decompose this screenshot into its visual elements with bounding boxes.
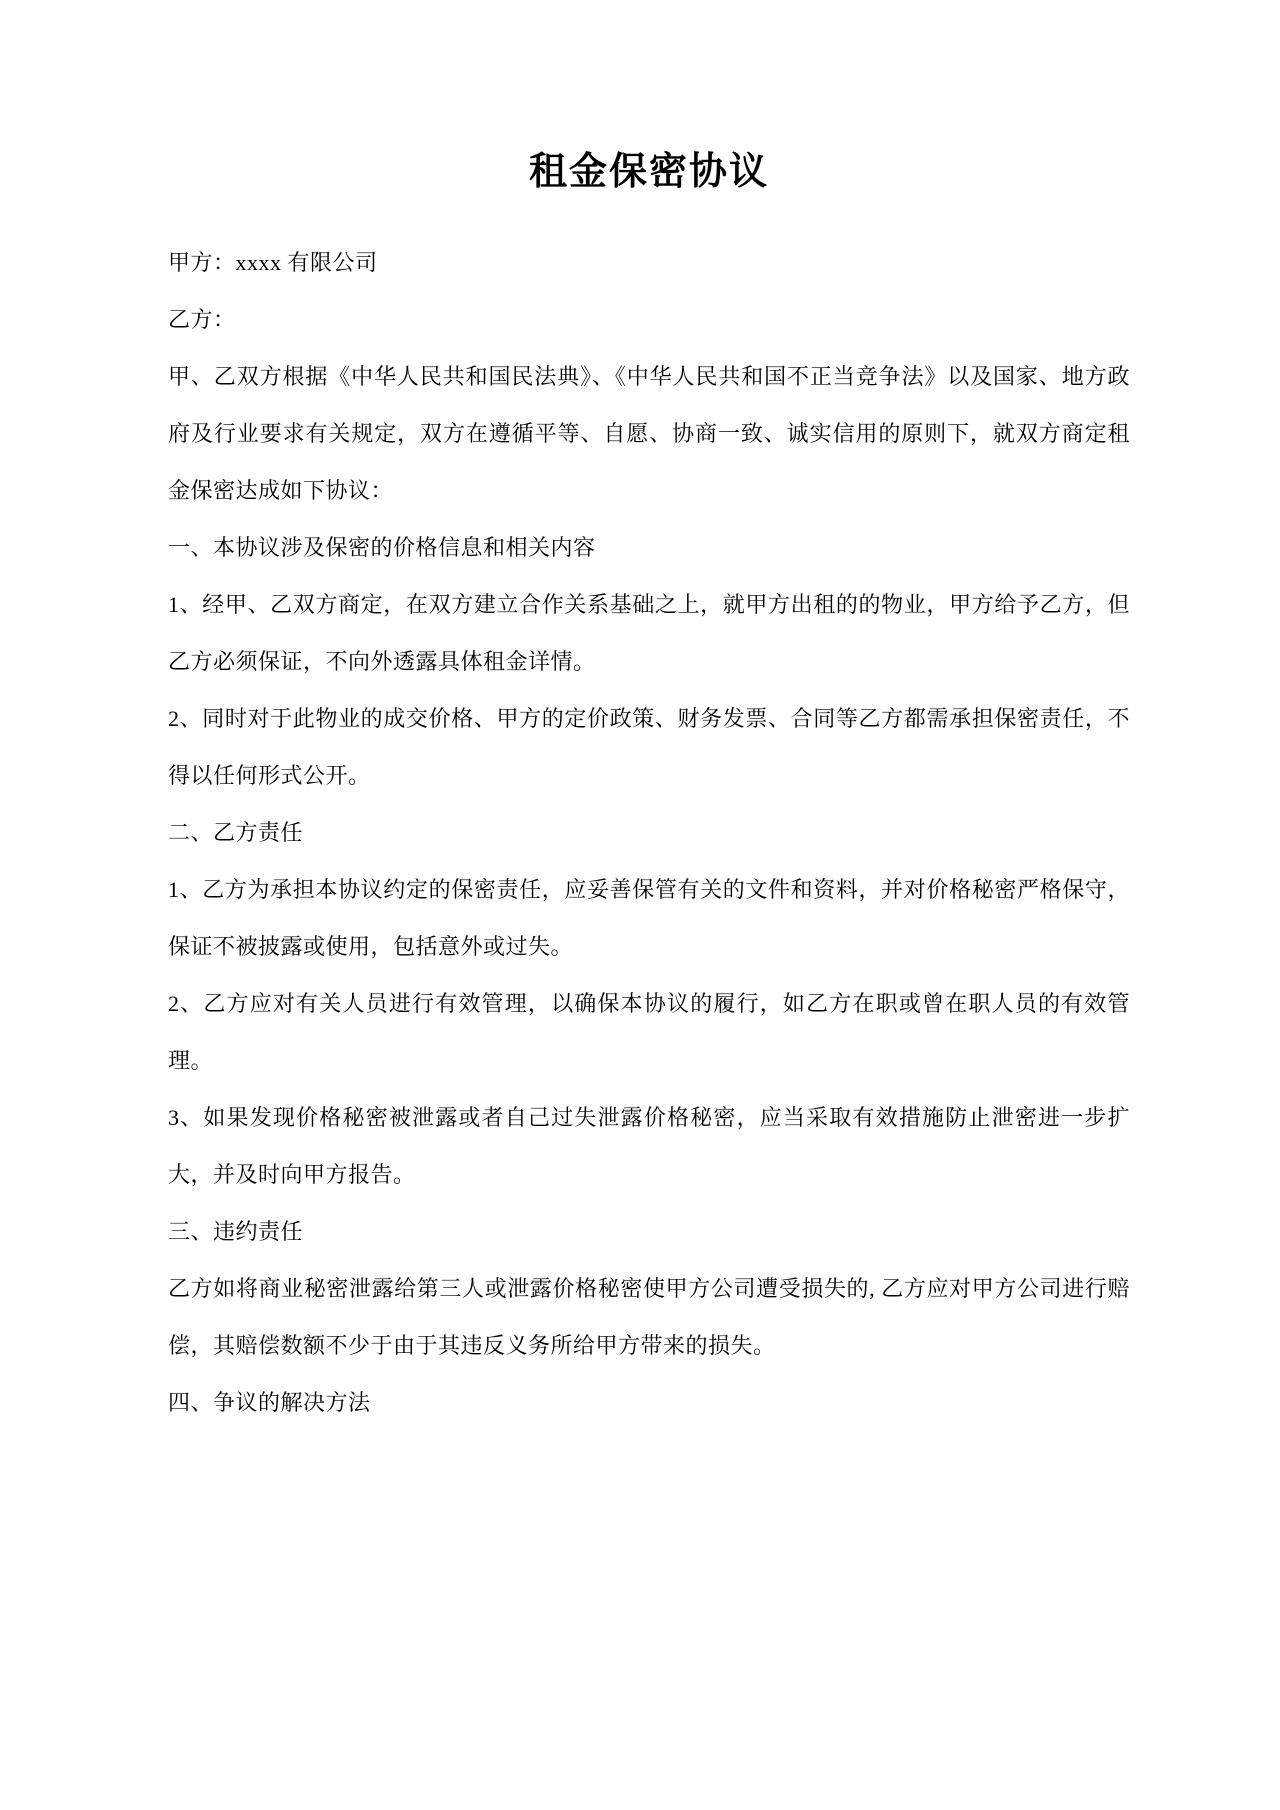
section-3-body: 乙方如将商业秘密泄露给第三人或泄露价格秘密使甲方公司遭受损失的, 乙方应对甲方公司进行赔偿，其赔偿数额不少于由于其违反义务所给甲方带来的损失。 bbox=[168, 1276, 1130, 1358]
section-4-heading: 四、争议的解决方法 bbox=[168, 1390, 371, 1415]
party-b-line: 乙方： bbox=[168, 307, 236, 332]
section-2-item-3: 3、如果发现价格秘密被泄露或者自己过失泄露价格秘密，应当采取有效措施防止泄密进一步扩大，并及时向甲方报告。 bbox=[168, 1105, 1130, 1187]
party-a-line: 甲方：xxxx 有限公司 bbox=[168, 250, 378, 275]
section-2-heading: 二、乙方责任 bbox=[168, 820, 304, 845]
document-title: 租金保密协议 bbox=[528, 151, 769, 193]
section-1-item-1: 1、经甲、乙双方商定，在双方建立合作关系基础之上，就甲方出租的的物业，甲方给予乙方，但乙方必须保证，不向外透露具体租金详情。 bbox=[168, 592, 1130, 674]
section-2-item-1: 1、乙方为承担本协议约定的保密责任，应妥善保管有关的文件和资料，并对价格秘密严格保守，保证不被披露或使用，包括意外或过失。 bbox=[168, 877, 1130, 959]
section-3-heading: 三、违约责任 bbox=[168, 1219, 304, 1244]
section-2-item-2: 2、乙方应对有关人员进行有效管理，以确保本协议的履行，如乙方在职或曾在职人员的有效管理。 bbox=[168, 991, 1130, 1073]
section-1-item-2: 2、同时对于此物业的成交价格、甲方的定价政策、财务发票、合同等乙方都需承担保密责任，不得以任何形式公开。 bbox=[168, 706, 1130, 788]
section-1-heading: 一、本协议涉及保密的价格信息和相关内容 bbox=[168, 535, 596, 560]
preamble-paragraph: 甲、乙双方根据《中华人民共和国民法典》、《中华人民共和国不正当竞争法》以及国家、地方政府及行业要求有关规定，双方在遵循平等、自愿、协商一致、诚实信用的原则下，就双方商定租金保密达成如下协议： bbox=[168, 364, 1130, 503]
